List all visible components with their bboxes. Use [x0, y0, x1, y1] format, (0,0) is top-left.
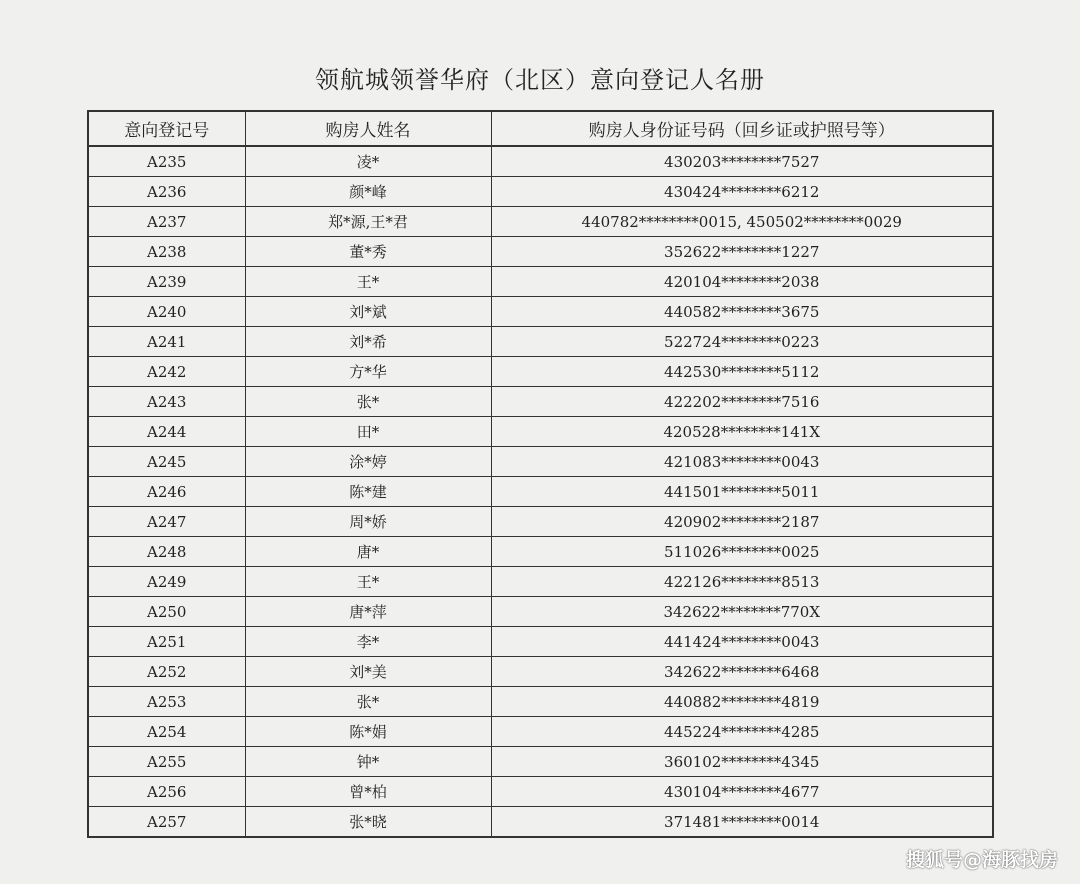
cell-buyer-name: 陈*娟	[245, 717, 491, 747]
document-title: 领航城领誉华府（北区）意向登记人名册	[315, 66, 765, 94]
table-row	[88, 627, 993, 657]
header-buyer-name: 购房人姓名	[245, 111, 491, 146]
table-row	[88, 327, 993, 357]
cell-registration-number: A237	[88, 207, 245, 237]
table-row	[88, 657, 993, 687]
cell-buyer-name: 曾*柏	[245, 777, 491, 807]
cell-buyer-name: 刘*斌	[245, 297, 491, 327]
cell-buyer-id-number: 342622********6468	[491, 657, 993, 687]
cell-registration-number: A246	[88, 477, 245, 507]
cell-buyer-name: 张*晓	[245, 807, 491, 838]
cell-buyer-id-number: 342622********770X	[491, 597, 993, 627]
cell-buyer-name: 董*秀	[245, 237, 491, 267]
table-row	[88, 477, 993, 507]
header-registration-number: 意向登记号	[88, 111, 245, 146]
watermark: 搜狐号@海豚找房	[905, 849, 1058, 871]
cell-registration-number: A242	[88, 357, 245, 387]
cell-buyer-name: 凌*	[245, 146, 491, 177]
cell-buyer-id-number: 430104********4677	[491, 777, 993, 807]
cell-buyer-id-number: 440882********4819	[491, 687, 993, 717]
cell-buyer-id-number: 445224********4285	[491, 717, 993, 747]
cell-registration-number: A247	[88, 507, 245, 537]
table-row	[88, 417, 993, 447]
cell-registration-number: A257	[88, 807, 245, 838]
cell-registration-number: A235	[88, 146, 245, 177]
cell-registration-number: A253	[88, 687, 245, 717]
cell-buyer-id-number: 511026********0025	[491, 537, 993, 567]
cell-registration-number: A241	[88, 327, 245, 357]
table-row	[88, 297, 993, 327]
cell-buyer-id-number: 420528********141X	[491, 417, 993, 447]
table-row	[88, 387, 993, 417]
cell-registration-number: A243	[88, 387, 245, 417]
cell-buyer-id-number: 441424********0043	[491, 627, 993, 657]
cell-buyer-id-number: 430424********6212	[491, 177, 993, 207]
cell-registration-number: A248	[88, 537, 245, 567]
cell-buyer-name: 李*	[245, 627, 491, 657]
cell-buyer-name: 刘*美	[245, 657, 491, 687]
cell-registration-number: A238	[88, 237, 245, 267]
cell-buyer-id-number: 441501********5011	[491, 477, 993, 507]
cell-buyer-name: 张*	[245, 387, 491, 417]
cell-registration-number: A239	[88, 267, 245, 297]
cell-registration-number: A240	[88, 297, 245, 327]
cell-registration-number: A245	[88, 447, 245, 477]
cell-buyer-id-number: 420104********2038	[491, 267, 993, 297]
cell-registration-number: A236	[88, 177, 245, 207]
cell-buyer-name: 陈*建	[245, 477, 491, 507]
registration-table	[87, 110, 994, 838]
cell-registration-number: A256	[88, 777, 245, 807]
table-row	[88, 267, 993, 297]
cell-registration-number: A255	[88, 747, 245, 777]
cell-buyer-name: 涂*婷	[245, 447, 491, 477]
cell-buyer-name: 钟*	[245, 747, 491, 777]
cell-buyer-name: 郑*源,王*君	[245, 207, 491, 237]
cell-buyer-id-number: 422126********8513	[491, 567, 993, 597]
cell-buyer-id-number: 352622********1227	[491, 237, 993, 267]
table-row	[88, 177, 993, 207]
table-row	[88, 777, 993, 807]
table-header-row	[88, 111, 993, 146]
cell-buyer-name: 唐*萍	[245, 597, 491, 627]
table-row	[88, 567, 993, 597]
cell-buyer-name: 王*	[245, 567, 491, 597]
table-row	[88, 747, 993, 777]
table-row	[88, 507, 993, 537]
table-row	[88, 717, 993, 747]
cell-buyer-name: 王*	[245, 267, 491, 297]
cell-buyer-id-number: 371481********0014	[491, 807, 993, 838]
cell-buyer-name: 刘*希	[245, 327, 491, 357]
cell-buyer-id-number: 360102********4345	[491, 747, 993, 777]
table-row	[88, 357, 993, 387]
cell-buyer-name: 唐*	[245, 537, 491, 567]
cell-registration-number: A249	[88, 567, 245, 597]
table-body	[88, 146, 993, 837]
cell-registration-number: A254	[88, 717, 245, 747]
cell-buyer-id-number: 440782********0015, 450502********0029	[491, 207, 993, 237]
cell-registration-number: A252	[88, 657, 245, 687]
table-row	[88, 807, 993, 838]
table-row	[88, 537, 993, 567]
cell-buyer-name: 颜*峰	[245, 177, 491, 207]
table-row	[88, 146, 993, 177]
table-row	[88, 447, 993, 477]
table-row	[88, 237, 993, 267]
cell-buyer-name: 张*	[245, 687, 491, 717]
table-row	[88, 207, 993, 237]
table-row	[88, 597, 993, 627]
cell-buyer-id-number: 421083********0043	[491, 447, 993, 477]
cell-registration-number: A251	[88, 627, 245, 657]
cell-registration-number: A250	[88, 597, 245, 627]
cell-buyer-id-number: 420902********2187	[491, 507, 993, 537]
cell-buyer-name: 周*娇	[245, 507, 491, 537]
cell-buyer-id-number: 422202********7516	[491, 387, 993, 417]
cell-buyer-id-number: 430203********7527	[491, 146, 993, 177]
cell-registration-number: A244	[88, 417, 245, 447]
cell-buyer-id-number: 522724********0223	[491, 327, 993, 357]
header-buyer-id-number: 购房人身份证号码（回乡证或护照号等）	[491, 111, 993, 146]
cell-buyer-name: 方*华	[245, 357, 491, 387]
table-row	[88, 687, 993, 717]
cell-buyer-id-number: 442530********5112	[491, 357, 993, 387]
cell-buyer-name: 田*	[245, 417, 491, 447]
cell-buyer-id-number: 440582********3675	[491, 297, 993, 327]
